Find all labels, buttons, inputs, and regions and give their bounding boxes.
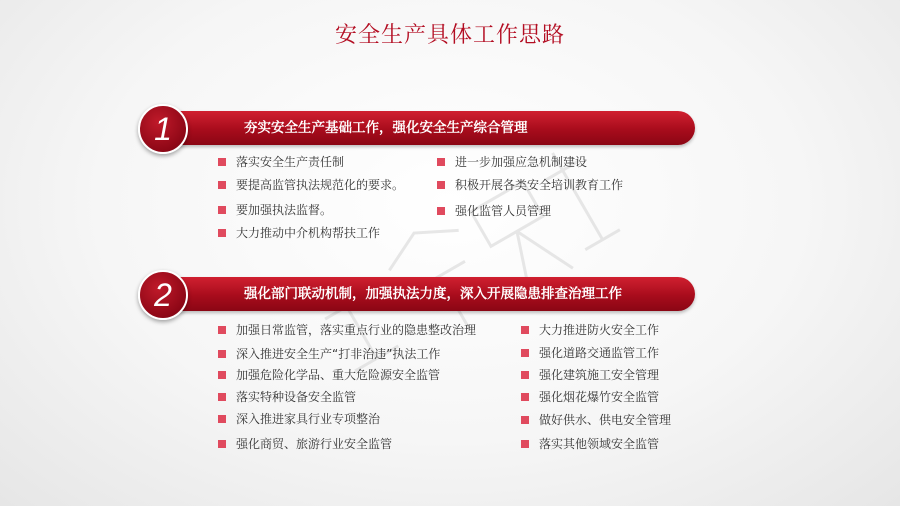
list-item: 要提高监管执法规范化的要求。 bbox=[218, 176, 404, 193]
bullet-square-icon bbox=[521, 393, 529, 401]
bullet-square-icon bbox=[218, 206, 226, 214]
section-2-number: 2 bbox=[154, 277, 172, 313]
bullet-square-icon bbox=[218, 181, 226, 189]
list-item: 强化烟花爆竹安全监管 bbox=[521, 388, 659, 405]
list-item: 落实其他领域安全监管 bbox=[521, 435, 659, 452]
section-1-heading: 夯实安全生产基础工作，强化安全生产综合管理 bbox=[244, 120, 528, 136]
bullet-square-icon bbox=[437, 207, 445, 215]
bullet-square-icon bbox=[218, 440, 226, 448]
list-item: 要加强执法监督。 bbox=[218, 201, 332, 218]
bullet-square-icon bbox=[521, 326, 529, 334]
list-item: 大力推进防火安全工作 bbox=[521, 321, 659, 338]
bullet-square-icon bbox=[437, 181, 445, 189]
bullet-square-icon bbox=[521, 371, 529, 379]
bullet-square-icon bbox=[218, 158, 226, 166]
bullet-square-icon bbox=[521, 440, 529, 448]
bullet-square-icon bbox=[218, 229, 226, 237]
list-item: 加强日常监管，落实重点行业的隐患整改治理 bbox=[218, 321, 476, 338]
page-title: 安全生产具体工作思路 bbox=[334, 23, 565, 48]
list-item: 强化商贸、旅游行业安全监管 bbox=[218, 435, 392, 452]
list-item: 加强危险化学品、重大危险源安全监管 bbox=[218, 366, 440, 383]
bullet-square-icon bbox=[437, 158, 445, 166]
bullet-square-icon bbox=[218, 326, 226, 334]
list-item: 进一步加强应急机制建设 bbox=[437, 153, 587, 170]
bullet-square-icon bbox=[218, 371, 226, 379]
bullet-square-icon bbox=[521, 416, 529, 424]
list-item: 落实安全生产责任制 bbox=[218, 153, 344, 170]
bullet-square-icon bbox=[218, 415, 226, 423]
section-2-heading: 强化部门联动机制，加强执法力度，深入开展隐患排查治理工作 bbox=[244, 286, 622, 302]
bullet-square-icon bbox=[218, 393, 226, 401]
section-2-heading-bar bbox=[178, 277, 695, 311]
list-item: 强化道路交通监管工作 bbox=[521, 344, 659, 361]
bullet-square-icon bbox=[521, 349, 529, 357]
list-item: 强化监管人员管理 bbox=[437, 202, 551, 219]
list-item: 做好供水、供电安全管理 bbox=[521, 411, 671, 428]
list-item: 落实特种设备安全监管 bbox=[218, 388, 356, 405]
bullet-square-icon bbox=[218, 350, 226, 358]
list-item: 强化建筑施工安全管理 bbox=[521, 366, 659, 383]
list-item: 深入推进安全生产“打非治违”执法工作 bbox=[218, 345, 440, 362]
list-item: 积极开展各类安全培训教育工作 bbox=[437, 176, 623, 193]
section-2-number-badge bbox=[138, 270, 188, 320]
list-item: 大力推动中介机构帮扶工作 bbox=[218, 224, 380, 241]
section-1-heading-bar bbox=[178, 111, 695, 145]
section-1-number: 1 bbox=[154, 111, 172, 147]
list-item: 深入推进家具行业专项整治 bbox=[218, 410, 380, 427]
section-1-number-badge bbox=[138, 104, 188, 154]
